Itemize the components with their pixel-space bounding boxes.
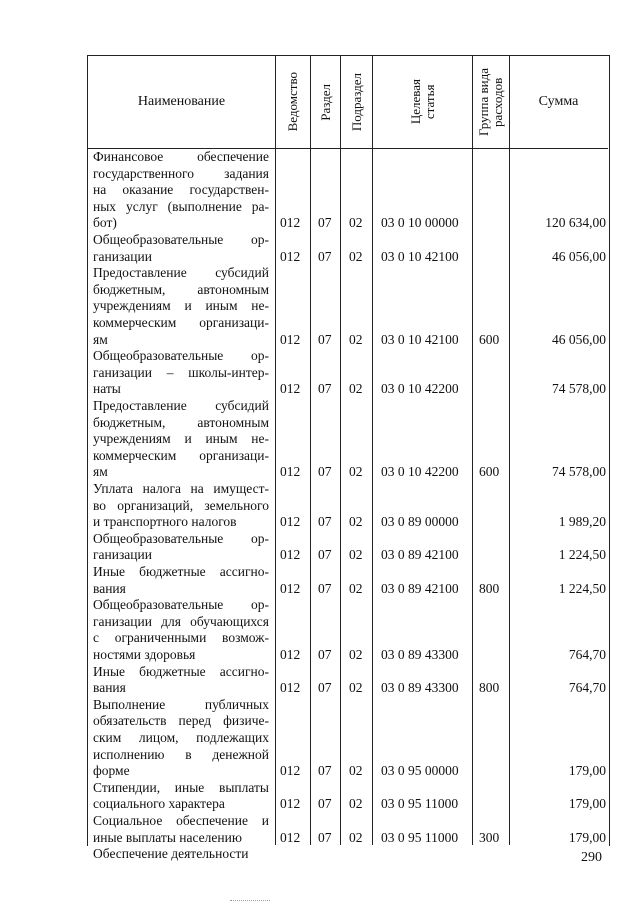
table-row — [0, 813, 640, 846]
row-vedomstvo: 012 — [280, 796, 301, 812]
row-celevaya-statya: 03 0 89 42100 — [381, 547, 459, 563]
row-gruppa: 600 — [479, 331, 500, 347]
row-name-line: учреждениям и иным не- — [93, 431, 269, 447]
row-vedomstvo: 012 — [280, 248, 301, 264]
table-row — [0, 697, 640, 780]
row-summa: 764,70 — [568, 646, 606, 662]
row-gruppa: 800 — [479, 680, 500, 696]
row-name-line: Обеспечение деятельности — [93, 846, 249, 862]
row-name — [93, 780, 269, 813]
row-name-line: бот) — [93, 215, 117, 231]
row-vedomstvo: 012 — [280, 646, 301, 662]
row-podrazdel: 02 — [349, 646, 363, 662]
row-name — [93, 531, 269, 564]
row-razdel: 07 — [318, 680, 332, 696]
row-name-line: ных услуг (выполнение ра- — [93, 198, 269, 214]
header-celevaya-statya: Целевая статья — [407, 79, 437, 125]
table-row — [0, 664, 640, 697]
row-name-line: обязательств перед физиче- — [93, 713, 269, 729]
row-name-line: Финансовое обеспечение — [93, 149, 269, 164]
row-summa: 74 578,00 — [552, 464, 606, 480]
row-name — [93, 265, 269, 348]
row-vedomstvo: 012 — [280, 763, 301, 779]
row-name-line: бюджетным, автономным — [93, 281, 269, 297]
row-summa: 46 056,00 — [552, 331, 606, 347]
row-celevaya-statya: 03 0 89 43300 — [381, 646, 459, 662]
table-row — [0, 564, 640, 597]
row-name-line: ностями здоровья — [93, 646, 196, 662]
row-name — [93, 664, 269, 697]
row-podrazdel: 02 — [349, 680, 363, 696]
row-name-line: Предоставление субсидий — [93, 398, 269, 413]
row-celevaya-statya: 03 0 95 11000 — [381, 796, 459, 812]
row-name-line: Иные бюджетные ассигно- — [93, 663, 269, 679]
row-summa: 46 056,00 — [552, 248, 606, 264]
table-row — [0, 232, 640, 265]
row-name-line: форме — [93, 763, 130, 779]
row-name-line: ям — [93, 464, 108, 480]
header-summa: Сумма — [538, 94, 579, 109]
row-name — [93, 564, 269, 597]
row-name-line: Общеобразовательные ор- — [93, 597, 269, 613]
row-podrazdel: 02 — [349, 381, 363, 397]
row-podrazdel: 02 — [349, 514, 363, 530]
row-name-line: государственного задания — [93, 165, 269, 181]
table-row — [0, 780, 640, 813]
row-name — [93, 232, 269, 265]
row-name — [93, 597, 269, 663]
row-podrazdel: 02 — [349, 215, 363, 231]
row-podrazdel: 02 — [349, 580, 363, 596]
header-name: Наименование — [137, 94, 226, 109]
row-name-line: учреждениям и иным не- — [93, 298, 269, 314]
row-name-line: исполнению в денежной — [93, 746, 269, 762]
row-name-line: ганизации — [93, 547, 152, 563]
table-row — [0, 398, 640, 481]
row-razdel: 07 — [318, 248, 332, 264]
row-name-line: наты — [93, 381, 121, 397]
row-razdel: 07 — [318, 829, 332, 845]
row-name-line: Стипендии, иные выплаты — [93, 779, 269, 795]
row-name-line: Уплата налога на имущест- — [93, 481, 269, 496]
row-razdel: 07 — [318, 381, 332, 397]
row-celevaya-statya: 03 0 89 43300 — [381, 680, 459, 696]
row-name — [93, 398, 269, 481]
row-name-line: коммерческим организаци- — [93, 447, 269, 463]
row-celevaya-statya: 03 0 95 11000 — [381, 829, 459, 845]
row-celevaya-statya: 03 0 10 42200 — [381, 381, 459, 397]
row-name-line: на оказание государствен- — [93, 182, 269, 198]
row-vedomstvo: 012 — [280, 580, 301, 596]
row-podrazdel: 02 — [349, 796, 363, 812]
row-summa: 179,00 — [568, 763, 606, 779]
scan-mark — [230, 900, 270, 901]
table-row — [0, 531, 640, 564]
row-vedomstvo: 012 — [280, 331, 301, 347]
row-name-line: Общеобразовательные ор- — [93, 232, 269, 247]
row-razdel: 07 — [318, 514, 332, 530]
table-row — [0, 149, 640, 232]
row-summa: 764,70 — [568, 680, 606, 696]
header-vedomstvo: Ведомство — [285, 72, 300, 132]
row-celevaya-statya: 03 0 89 42100 — [381, 580, 459, 596]
row-summa: 1 989,20 — [558, 514, 606, 530]
row-vedomstvo: 012 — [280, 680, 301, 696]
row-vedomstvo: 012 — [280, 514, 301, 530]
row-name-line: и транспортного налогов — [93, 514, 237, 530]
row-gruppa: 600 — [479, 464, 500, 480]
table-row — [0, 481, 640, 531]
row-summa: 1 224,50 — [558, 547, 606, 563]
table-row — [0, 597, 640, 663]
row-name — [93, 481, 269, 531]
row-razdel: 07 — [318, 796, 332, 812]
row-vedomstvo: 012 — [280, 829, 301, 845]
row-name-line: социального характера — [93, 796, 225, 812]
row-vedomstvo: 012 — [280, 547, 301, 563]
table-row — [0, 265, 640, 348]
row-name-line: ганизации для обучающихся — [93, 613, 269, 629]
row-name-line: Общеобразовательные ор- — [93, 530, 269, 546]
row-podrazdel: 02 — [349, 331, 363, 347]
row-name-line: вания — [93, 580, 126, 596]
row-summa: 179,00 — [568, 796, 606, 812]
row-podrazdel: 02 — [349, 763, 363, 779]
row-gruppa: 300 — [479, 829, 500, 845]
row-celevaya-statya: 03 0 89 00000 — [381, 514, 459, 530]
row-name-line: ским лицом, подлежащих — [93, 729, 269, 745]
row-vedomstvo: 012 — [280, 215, 301, 231]
row-summa: 74 578,00 — [552, 381, 606, 397]
row-podrazdel: 02 — [349, 248, 363, 264]
row-razdel: 07 — [318, 331, 332, 347]
row-name-line: коммерческим организаци- — [93, 314, 269, 330]
row-podrazdel: 02 — [349, 464, 363, 480]
row-razdel: 07 — [318, 580, 332, 596]
row-name-line: Иные бюджетные ассигно- — [93, 564, 269, 579]
row-podrazdel: 02 — [349, 829, 363, 845]
row-name — [93, 846, 269, 863]
row-name-line: бюджетным, автономным — [93, 414, 269, 430]
row-name-line: ганизации — [93, 248, 152, 264]
row-name-line: Социальное обеспечение и — [93, 813, 269, 828]
row-name-line: Выполнение публичных — [93, 696, 269, 712]
table-row — [0, 348, 640, 398]
row-name — [93, 697, 269, 780]
row-name-line: во организаций, земельного — [93, 497, 269, 513]
header-gruppa-vida-rashodov: Группа вида расходов — [476, 68, 505, 136]
header-podrazdel: Подраздел — [348, 72, 364, 132]
row-celevaya-statya: 03 0 10 00000 — [381, 215, 459, 231]
row-razdel: 07 — [318, 646, 332, 662]
row-vedomstvo: 012 — [280, 381, 301, 397]
row-celevaya-statya: 03 0 10 42200 — [381, 464, 459, 480]
page-number: 290 — [581, 850, 602, 865]
row-summa: 179,00 — [568, 829, 606, 845]
row-name-line: с ограниченными возмож- — [93, 630, 269, 646]
row-podrazdel: 02 — [349, 547, 363, 563]
row-name — [93, 348, 269, 398]
row-name-line: ям — [93, 331, 108, 347]
row-celevaya-statya: 03 0 10 42100 — [381, 248, 459, 264]
row-razdel: 07 — [318, 547, 332, 563]
row-name-line: иные выплаты населению — [93, 829, 242, 845]
row-vedomstvo: 012 — [280, 464, 301, 480]
row-razdel: 07 — [318, 763, 332, 779]
row-razdel: 07 — [318, 215, 332, 231]
row-summa: 120 634,00 — [545, 215, 606, 231]
row-gruppa: 800 — [479, 580, 500, 596]
row-name-line: вания — [93, 680, 126, 696]
header-razdel: Раздел — [317, 83, 333, 121]
row-name-line: Общеобразовательные ор- — [93, 348, 269, 364]
table-row — [0, 846, 640, 863]
row-name — [93, 813, 269, 846]
row-name-line: Предоставление субсидий — [93, 265, 269, 281]
row-razdel: 07 — [318, 464, 332, 480]
row-celevaya-statya: 03 0 95 00000 — [381, 763, 459, 779]
row-celevaya-statya: 03 0 10 42100 — [381, 331, 459, 347]
row-summa: 1 224,50 — [558, 580, 606, 596]
row-name — [93, 149, 269, 232]
row-name-line: ганизации – школы-интер- — [93, 364, 269, 380]
